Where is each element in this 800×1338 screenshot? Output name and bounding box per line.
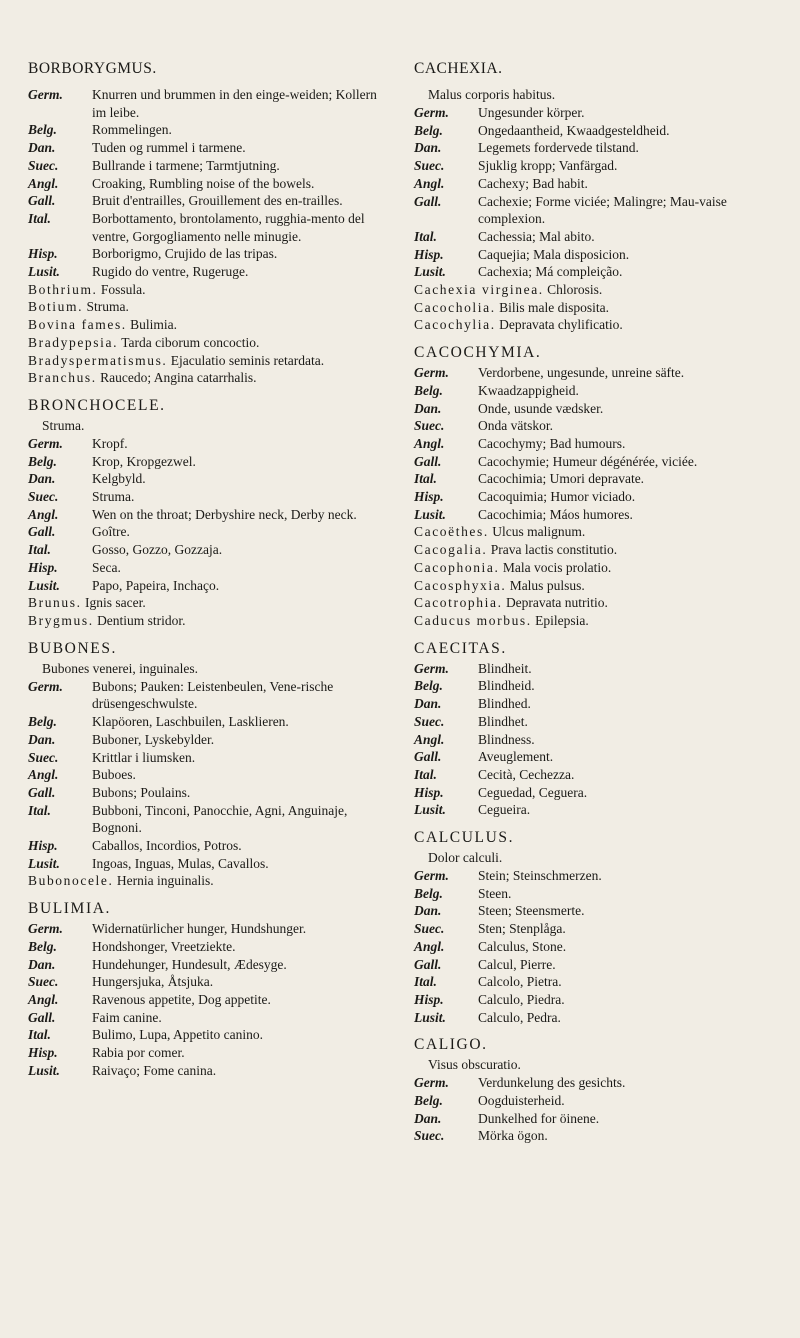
translation-text: Verdorbene, ungesunde, unreine säfte. [478,365,685,381]
translation-text: Krittlar i liumsken. [92,749,196,765]
entry-term: Cacochylia. [414,317,496,333]
entry-term: Bradyspermatismus. [28,352,168,368]
translation-text: Raivaço; Fome canina. [92,1062,217,1078]
translation-row [414,801,784,819]
translation-text: Faim canine. [92,1009,162,1025]
translation-row [414,867,784,885]
language-label: Hisp. [28,1045,58,1061]
section-subtitle: Dolor calculi. [428,850,503,866]
language-label: Lusit. [414,1009,446,1025]
translation-text: Legemets fordervede tilstand. [478,140,639,156]
language-label: Gall. [28,524,56,540]
translation-text: Blindness. [478,731,535,747]
translation-row [28,713,394,731]
entry-term: Branchus. [28,370,97,386]
translation-row [28,559,394,577]
language-label: Gall. [414,193,442,209]
language-label: Angl. [414,731,445,747]
translation-text: Ceguedad, Ceguera. [478,784,588,800]
translation-row [28,802,394,837]
language-label: Germ. [28,435,63,451]
translation-text: Hundehunger, Hundesult, Ædesyge. [92,956,287,972]
language-label: Gall. [414,956,442,972]
language-label: Hisp. [414,784,444,800]
translation-text: Buboes. [92,767,136,783]
cross-reference-entry [28,316,394,334]
translation-text: Aveuglement. [478,749,554,765]
language-label: Suec. [414,418,445,434]
translation-row [414,139,784,157]
translation-row [28,1062,394,1080]
translation-row [28,577,394,595]
section-subtitle: Visus obscuratio. [428,1057,521,1073]
translation-row [28,766,394,784]
translation-text: Cacochimia; Máos humores. [478,506,633,522]
translation-text: Cachexia; Má compleição. [478,264,623,280]
translation-row [28,837,394,855]
translation-row [28,157,394,175]
translation-text: Tuden og rummel i tarmene. [92,140,246,156]
translation-text: Wen on the throat; Derbyshire neck, Derby neck. [92,506,357,522]
entry-definition: Bulimia. [130,317,178,333]
page-header-right: CACHEXIA. [414,60,503,77]
language-label: Belg. [28,122,57,138]
cross-reference-entry [414,559,784,577]
cross-reference-entry [28,334,394,352]
language-label: Germ. [28,921,63,937]
entry-term: Bothrium. [28,281,98,297]
cross-reference-entry [414,541,784,559]
language-label: Germ. [414,105,449,120]
language-label: Germ. [28,87,63,102]
translation-text: Kwaadzappigheid. [478,382,579,398]
translation-row [28,920,394,938]
translation-text: Ungesunder körper. [478,105,585,120]
translation-row [414,766,784,784]
cross-reference-entry [414,577,784,595]
translation-text: Sjuklig kropp; Vanfärgad. [478,158,618,174]
translation-text: Steen. [478,885,512,901]
translation-row [28,488,394,506]
entry-term: Bradypepsia. [28,334,119,350]
translation-row [28,175,394,193]
translation-text: Borbottamento, brontolamento, rugghia-mento del ventre, Gorgogliamento nelle minugie. [92,210,365,244]
entry-definition: Depravata chylificatio. [499,317,623,333]
translation-text: Bullrande i tarmene; Tarmtjutning. [92,157,280,173]
translation-row [28,784,394,802]
entry-definition: Chlorosis. [547,282,603,298]
entry-term: Botium. [28,299,84,315]
translation-text: Bubons; Poulains. [92,784,191,800]
language-label: Angl. [414,435,445,451]
language-label: Lusit. [414,264,446,280]
language-label: Belg. [414,122,443,138]
language-label: Suec. [28,749,59,765]
translation-row [414,677,784,695]
language-label: Angl. [414,938,445,954]
entry-term: Cacotrophia. [414,595,503,611]
cross-reference-entry [414,299,784,317]
language-label: Angl. [28,506,59,522]
translation-text: Klapöoren, Laschbuilen, Lasklieren. [92,714,289,730]
language-label: Hisp. [28,559,58,575]
translation-row [28,991,394,1009]
translation-text: Calcolo, Pietra. [478,974,562,990]
language-label: Hisp. [414,489,444,505]
language-label: Germ. [414,660,449,676]
section-subtitle: Bubones venerei, inguinales. [42,660,198,676]
entry-term: Cacoëthes. [414,524,489,540]
translation-text: Cegueira. [478,802,531,818]
translation-row [414,488,784,506]
translation-text: Struma. [92,489,135,505]
section-title: CAECITAS. [414,639,507,657]
translation-text: Krop, Kropgezwel. [92,453,196,469]
entry-definition: Fossula. [100,281,146,297]
language-label: Ital. [28,1027,51,1043]
language-label: Gall. [28,1009,56,1025]
translation-row [28,245,394,263]
translation-text: Steen; Steensmerte. [478,903,585,919]
entry-term: Bubonocele. [28,873,114,889]
translation-row [414,713,784,731]
translation-row [414,1074,784,1092]
translation-row [414,920,784,938]
cross-reference-entry [28,612,394,630]
translation-text: Rabia por comer. [92,1045,185,1061]
translation-text: Gosso, Gozzo, Gozzaja. [92,542,223,558]
translation-row [28,210,394,245]
section-subtitle: Struma. [42,417,85,433]
right-column [414,86,784,1145]
language-label: Dan. [414,140,442,156]
translation-row [414,104,784,122]
entry-term: Cacogalia. [414,542,488,558]
entry-definition: Dentium stridor. [97,612,186,628]
translation-text: Verdunkelung des gesichts. [478,1075,626,1091]
language-label: Belg. [28,938,57,954]
language-label: Dan. [414,696,442,712]
translation-row [414,956,784,974]
language-label: Angl. [28,175,59,191]
language-label: Angl. [28,767,59,783]
translation-row [414,748,784,766]
translation-text: Rugido do ventre, Rugeruge. [92,264,249,280]
language-label: Lusit. [28,855,60,871]
translation-row [28,678,394,713]
left-column [28,86,394,1079]
translation-text: Blindhet. [478,713,528,729]
language-label: Ital. [414,471,437,487]
entry-term: Cacocholia. [414,299,496,315]
section-title: BRONCHOCELE. [28,396,166,414]
language-label: Gall. [414,749,442,765]
translation-row [414,660,784,678]
entry-definition: Mala vocis prolatio. [502,559,612,575]
entry-definition: Depravata nutritio. [505,595,608,611]
translation-text: Cacochymie; Humeur dégénérée, viciée. [478,453,698,469]
entry-definition: Hernia inguinalis. [116,873,214,889]
language-label: Lusit. [414,506,446,522]
translation-row [28,86,394,121]
translation-row [28,973,394,991]
translation-text: Onde, usunde vædsker. [478,400,604,416]
translation-row [28,192,394,210]
translation-row [28,749,394,767]
language-label: Ital. [28,542,51,558]
translation-text: Caquejia; Mala disposicion. [478,246,630,262]
entry-definition: Tarda ciborum concoctio. [121,334,260,350]
entry-term: Brunus. [28,595,82,611]
language-label: Hisp. [28,246,58,262]
translation-row [28,470,394,488]
translation-row [28,435,394,453]
translation-row [414,1110,784,1128]
language-label: Dan. [28,140,56,156]
translation-text: Rommelingen. [92,122,172,138]
language-label: Lusit. [28,1062,60,1078]
translation-row [28,263,394,281]
translation-row [28,1044,394,1062]
translation-text: Calcul, Pierre. [478,956,556,972]
translation-text: Stein; Steinschmerzen. [478,868,602,884]
language-label: Lusit. [28,577,60,593]
translation-text: Croaking, Rumbling noise of the bowels. [92,175,315,191]
language-label: Belg. [414,1093,443,1109]
language-label: Ital. [28,210,51,226]
language-label: Belg. [28,714,57,730]
language-label: Belg. [414,382,443,398]
translation-text: Onda vätskor. [478,418,553,434]
entry-definition: Ulcus malignum. [492,524,586,540]
language-label: Gall. [414,453,442,469]
translation-text: Kropf. [92,435,128,451]
section-title: CALCULUS. [414,829,515,847]
translation-text: Cecità, Cechezza. [478,766,575,782]
translation-row [414,784,784,802]
translation-text: Calculo, Piedra. [478,991,565,1007]
cross-reference-entry [414,281,784,299]
translation-text: Caballos, Incordios, Potros. [92,838,242,854]
translation-row [414,470,784,488]
translation-row [414,885,784,903]
translation-text: Papo, Papeira, Inchaço. [92,577,220,593]
entry-definition: Malus pulsus. [509,577,585,593]
translation-text: Ravenous appetite, Dog appetite. [92,991,271,1007]
entry-definition: Raucedo; Angina catarrhalis. [100,370,257,386]
cross-reference-entry [414,594,784,612]
language-label: Germ. [414,365,449,381]
translation-row [414,973,784,991]
translation-text: Oogduisterheid. [478,1093,565,1109]
language-label: Suec. [414,921,445,937]
language-label: Dan. [414,1110,442,1126]
translation-text: Ingoas, Inguas, Mulas, Cavallos. [92,855,269,871]
translation-text: Blindheid. [478,678,535,694]
translation-text: Sten; Stenplåga. [478,921,566,937]
language-label: Belg. [414,678,443,694]
language-label: Ital. [28,802,51,818]
language-label: Germ. [414,1075,449,1091]
entry-definition: Ejaculatio seminis retardata. [170,352,325,368]
language-label: Ital. [414,766,437,782]
translation-row [28,506,394,524]
translation-row [28,541,394,559]
page-header-left: BORBORYGMUS. [28,60,157,77]
translation-row [28,453,394,471]
language-label: Hisp. [28,838,58,854]
language-label: Angl. [414,175,445,191]
language-label: Belg. [28,453,57,469]
language-label: Dan. [28,956,56,972]
entry-term: Caducus morbus. [414,612,532,628]
translation-row [28,523,394,541]
language-label: Suec. [28,157,59,173]
language-label: Suec. [414,713,445,729]
translation-row [414,382,784,400]
entry-term: Cachexia virginea. [414,282,544,298]
translation-text: Cachessia; Mal abito. [478,228,595,244]
entry-definition: Prava lactis constitutio. [490,542,618,558]
entry-term: Cacophonia. [414,559,500,575]
translation-text: Cachexy; Bad habit. [478,175,588,191]
translation-row [28,938,394,956]
language-label: Suec. [414,158,445,174]
language-label: Suec. [414,1128,445,1144]
language-label: Ital. [414,228,437,244]
translation-text: Hondshonger, Vreetziekte. [92,938,236,954]
language-label: Germ. [414,868,449,884]
cross-reference-entry [28,298,394,316]
translation-row [414,400,784,418]
translation-row [414,193,784,228]
language-label: Gall. [28,193,56,209]
translation-row [28,956,394,974]
translation-text: Hungersjuka, Åtsjuka. [92,974,214,990]
translation-text: Borborigmo, Crujido de las tripas. [92,246,278,262]
translation-row [28,121,394,139]
language-label: Suec. [28,974,59,990]
translation-row [414,228,784,246]
translation-row [28,1009,394,1027]
translation-row [28,1026,394,1044]
translation-text: Blindheit. [478,660,532,676]
translation-row [414,938,784,956]
translation-row [414,506,784,524]
translation-text: Bubboni, Tinconi, Panocchie, Agni, Anguinaje, Bognoni. [92,802,348,836]
entry-definition: Bilis male disposita. [499,299,609,315]
translation-row [414,695,784,713]
cross-reference-entry [414,316,784,334]
entry-definition: Struma. [86,299,129,315]
language-label: Dan. [28,731,56,747]
translation-text: Bubons; Pauken: Leistenbeulen, Vene-rische drüsengeschwulste. [92,678,334,712]
translation-row [414,417,784,435]
cross-reference-entry [28,352,394,370]
language-label: Dan. [28,471,56,487]
language-label: Suec. [28,489,59,505]
translation-row [414,991,784,1009]
translation-text: Cacoquimia; Humor viciado. [478,489,636,505]
section-title: BULIMIA. [28,900,111,918]
language-label: Ital. [414,974,437,990]
entry-term: Brygmus. [28,612,94,628]
translation-row [414,731,784,749]
translation-text: Bruit d'entrailles, Grouillement des en-trailles. [92,193,343,209]
translation-row [414,364,784,382]
translation-row [414,435,784,453]
entry-definition: Epilepsia. [535,612,589,628]
translation-row [28,855,394,873]
translation-row [414,453,784,471]
cross-reference-entry [414,612,784,630]
language-label: Gall. [28,784,56,800]
cross-reference-entry [28,281,394,299]
translation-text: Buboner, Lyskebylder. [92,731,215,747]
section-title: CACOCHYMIA. [414,344,542,362]
translation-text: Cachexie; Forme viciée; Malingre; Mau-vaise complexion. [478,193,727,227]
translation-text: Kelgbyld. [92,471,146,487]
translation-text: Cacochimia; Umori depravate. [478,471,645,487]
language-label: Angl. [28,991,59,1007]
translation-row [414,175,784,193]
translation-text: Cacochymy; Bad humours. [478,435,626,451]
translation-row [414,157,784,175]
language-label: Lusit. [28,264,60,280]
section-title: BUBONES. [28,639,118,657]
translation-row [28,731,394,749]
language-label: Germ. [28,678,63,694]
cross-reference-entry [28,872,394,890]
section-subtitle: Malus corporis habitus. [428,87,556,102]
language-label: Hisp. [414,991,444,1007]
translation-text: Widernatürlicher hunger, Hundshunger. [92,921,307,937]
translation-text: Bulimo, Lupa, Appetito canino. [92,1027,263,1043]
cross-reference-entry [414,523,784,541]
translation-text: Dunkelhed for öinene. [478,1110,600,1126]
entry-term: Cacosphyxia. [414,577,507,593]
translation-text: Ongedaantheid, Kwaadgesteldheid. [478,122,670,138]
translation-row [414,1009,784,1027]
entry-definition: Ignis sacer. [84,595,146,611]
translation-row [414,263,784,281]
language-label: Dan. [414,903,442,919]
translation-text: Goître. [92,524,130,540]
language-label: Dan. [414,400,442,416]
translation-text: Calculo, Pedra. [478,1009,561,1025]
entry-term: Bovina fames. [28,317,127,333]
language-label: Belg. [414,885,443,901]
translation-row [414,902,784,920]
translation-row [414,1092,784,1110]
translation-text: Seca. [92,559,121,575]
translation-row [414,1127,784,1145]
translation-row [414,246,784,264]
translation-text: Blindhed. [478,696,531,712]
cross-reference-entry [28,594,394,612]
language-label: Lusit. [414,802,446,818]
section-title: CALIGO. [414,1036,488,1054]
translation-row [414,122,784,140]
translation-text: Knurren und brummen in den einge-weiden; Kollern im leibe. [92,87,377,120]
translation-text: Calculus, Stone. [478,938,567,954]
translation-text: Mörka ögon. [478,1128,548,1144]
cross-reference-entry [28,369,394,387]
language-label: Hisp. [414,246,444,262]
translation-row [28,139,394,157]
